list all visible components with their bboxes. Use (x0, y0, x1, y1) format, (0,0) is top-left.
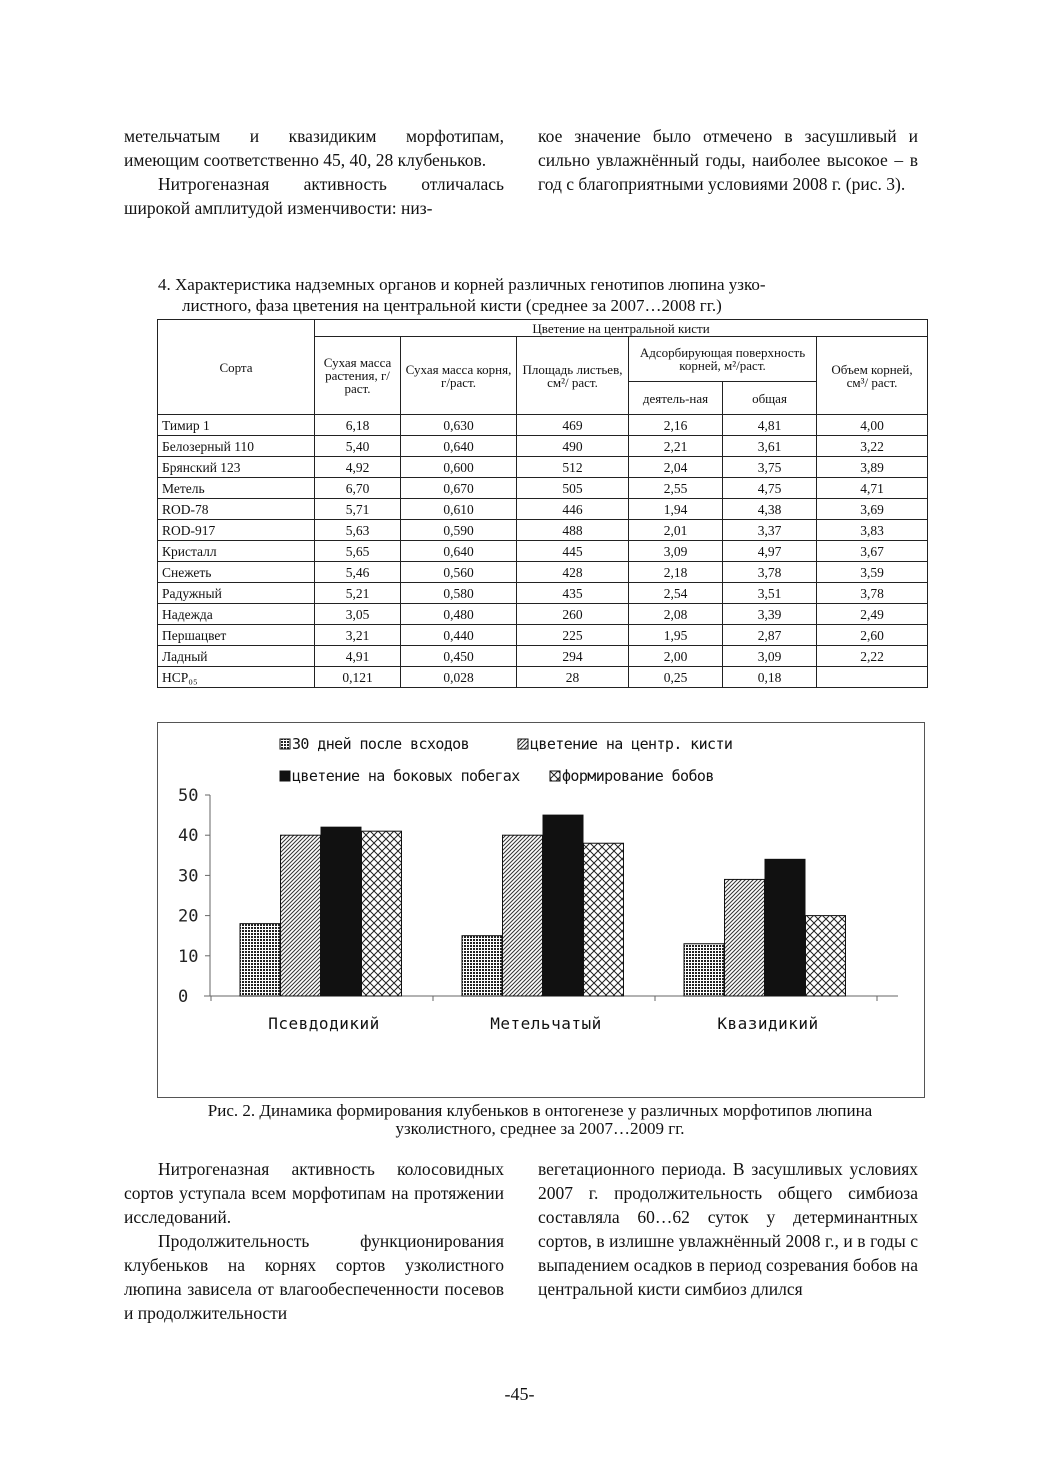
table-cell: 445 (517, 541, 629, 562)
table-row (158, 562, 928, 583)
y-tick-label: 10 (178, 946, 199, 967)
table-cell-variety: Ладный (158, 646, 315, 667)
table-cell: 0,450 (401, 646, 517, 667)
table-cell: 3,22 (817, 436, 928, 457)
bar-diagonal-0 (281, 835, 321, 996)
table-caption (158, 274, 928, 316)
table-cell: 2,18 (629, 562, 723, 583)
table-cell: 3,67 (817, 541, 928, 562)
table-cell: 1,94 (629, 499, 723, 520)
table-cell: 2,55 (629, 478, 723, 499)
page-number: -45- (504, 1384, 535, 1404)
table-cell: 4,71 (817, 478, 928, 499)
table-cell: 3,37 (723, 520, 817, 541)
table-cell: 2,54 (629, 583, 723, 604)
table-row (158, 646, 928, 667)
header-sort: Сорта (158, 320, 315, 415)
y-tick-label: 40 (178, 826, 199, 847)
table-cell: 2,00 (629, 646, 723, 667)
table-cell: 4,38 (723, 499, 817, 520)
bar-dots-0 (240, 924, 280, 996)
table-cell: 2,16 (629, 415, 723, 436)
paragraph: Продолжительность функционирования клубеньков на корнях сортов узколистного люпина зависела от влагообеспеченности посевов и продолжительности (124, 1231, 504, 1323)
table-cell: 2,60 (817, 625, 928, 646)
legend-label: формирование бобов (562, 767, 714, 785)
bar-diagonal-1 (503, 835, 543, 996)
text-column-bottom-left (124, 1157, 504, 1325)
table-cell: 6,18 (315, 415, 401, 436)
table-cell: 4,00 (817, 415, 928, 436)
header-root-volume: Объем корней, см³/ раст. (817, 337, 928, 415)
header-leaf-area: Площадь листьев, см²/ раст. (517, 337, 629, 415)
table-cell: 0,480 (401, 604, 517, 625)
table-cell: 469 (517, 415, 629, 436)
data-table (157, 319, 928, 688)
table-row (158, 520, 928, 541)
table-cell: 5,46 (315, 562, 401, 583)
figure-caption-line-2: узколистного, среднее за 2007…2009 гг. (395, 1119, 685, 1138)
y-tick-label: 30 (178, 866, 199, 887)
bar-solid-0 (321, 827, 361, 996)
table-row (158, 478, 928, 499)
table-cell-variety: Першацвет (158, 625, 315, 646)
legend-swatch-diagonal (518, 739, 528, 749)
table-cell: 0,600 (401, 457, 517, 478)
table-cell: 5,71 (315, 499, 401, 520)
table-cell: 294 (517, 646, 629, 667)
header-group: Цветение на центральной кисти (315, 320, 928, 337)
table-cell: 4,75 (723, 478, 817, 499)
table-cell: 6,70 (315, 478, 401, 499)
table-cell: 3,09 (723, 646, 817, 667)
table-cell: 0,640 (401, 436, 517, 457)
x-category-label: Квазидикий (717, 1014, 819, 1033)
text-column-top-right (538, 124, 918, 196)
table-cell: 1,95 (629, 625, 723, 646)
paragraph: Нитрогеназная активность отличалась широкой амплитудой изменчивости: низ- (124, 174, 504, 218)
table-cell-variety: ROD-917 (158, 520, 315, 541)
table-cell: 435 (517, 583, 629, 604)
table-cell: 5,65 (315, 541, 401, 562)
table-caption-line-2: листного, фаза цветения на центральной кисти (среднее за 2007…2008 гг.) (182, 296, 722, 315)
table-cell-variety: Снежеть (158, 562, 315, 583)
table-cell-variety: Кристалл (158, 541, 315, 562)
table-cell-variety: Брянский 123 (158, 457, 315, 478)
table-cell-variety: Белозерный 110 (158, 436, 315, 457)
table-cell: 0,25 (629, 667, 723, 688)
header-dry-root: Сухая масса корня, г/раст. (401, 337, 517, 415)
table-row (158, 499, 928, 520)
table-cell-variety: НСР₀₅ (158, 667, 315, 688)
table-cell: 28 (517, 667, 629, 688)
legend-label: цветение на центр. кисти (530, 735, 733, 753)
x-category-label: Метельчатый (490, 1014, 602, 1033)
bar-dots-2 (684, 944, 724, 996)
table-cell: 4,97 (723, 541, 817, 562)
chart-frame (157, 722, 925, 1098)
table-cell-variety: Тимир 1 (158, 415, 315, 436)
table-cell: 488 (517, 520, 629, 541)
table-cell: 3,39 (723, 604, 817, 625)
text-column-top-left (124, 124, 504, 220)
table-cell: 0,028 (401, 667, 517, 688)
table-cell: 2,22 (817, 646, 928, 667)
table-row (158, 457, 928, 478)
table-row (158, 604, 928, 625)
table-cell: 0,121 (315, 667, 401, 688)
header-adsorb-active: деятель-ная (629, 382, 723, 415)
table-cell: 3,05 (315, 604, 401, 625)
x-category-label: Псевдодикий (268, 1014, 380, 1033)
bar-crosshatch-0 (362, 831, 402, 996)
table-row (158, 625, 928, 646)
table-cell: 4,92 (315, 457, 401, 478)
bar-diagonal-2 (725, 879, 765, 996)
table-cell-variety: Надежда (158, 604, 315, 625)
table-cell: 0,590 (401, 520, 517, 541)
bar-dots-1 (462, 936, 502, 996)
paragraph: метельчатым и квазидиким морфотипам, имеющим соответственно 45, 40, 28 клубеньков. (124, 126, 504, 170)
table-cell-variety: Радужный (158, 583, 315, 604)
legend-swatch-crosshatch (550, 771, 560, 781)
header-dry-plant: Сухая масса растения, г/раст. (315, 337, 401, 415)
table-row (158, 541, 928, 562)
table-cell: 446 (517, 499, 629, 520)
header-adsorb-total: общая (723, 382, 817, 415)
paragraph: вегетационного периода. В засушливых условиях 2007 г. продолжительность общего симбиоза составляла 60…62 суток у детерминантных сортов, в излишне увлажнённый 2008 г., и в годы с выпадением осадков в период созревания бобов на центральной кисти симбиоз длился (538, 1159, 919, 1299)
table-cell: 428 (517, 562, 629, 583)
table-cell: 0,580 (401, 583, 517, 604)
legend-swatch-solid (280, 771, 290, 781)
table-row (158, 436, 928, 457)
table-cell: 3,83 (817, 520, 928, 541)
table-body (158, 415, 928, 688)
paragraph: Нитрогеназная активность колосовидных сортов уступала всем морфотипам на протяжении исследований. (124, 1159, 504, 1227)
bar-chart (158, 723, 924, 1097)
table-cell: 0,560 (401, 562, 517, 583)
table-cell: 2,08 (629, 604, 723, 625)
legend-label: 30 дней после всходов (292, 735, 470, 753)
paragraph: кое значение было отмечено в засушливый и сильно увлажнённый годы, наиболее высокое – в год с благоприятными условиями 2008 г. (рис. 3). (538, 126, 918, 194)
text-column-bottom-right (538, 1157, 918, 1301)
table-cell: 4,81 (723, 415, 817, 436)
table-cell: 3,51 (723, 583, 817, 604)
table-cell: 2,21 (629, 436, 723, 457)
table-cell: 490 (517, 436, 629, 457)
table-cell: 0,670 (401, 478, 517, 499)
table-cell: 3,75 (723, 457, 817, 478)
table-cell: 3,69 (817, 499, 928, 520)
y-tick-label: 0 (178, 987, 189, 1007)
table-caption-line-1: 4. Характеристика надземных органов и корней различных генотипов люпина узко- (158, 275, 766, 294)
table-cell: 3,89 (817, 457, 928, 478)
table-cell: 5,40 (315, 436, 401, 457)
table-cell: 5,63 (315, 520, 401, 541)
legend-swatch-dots (280, 739, 290, 749)
table-cell: 3,78 (723, 562, 817, 583)
table-cell (817, 667, 928, 688)
bar-crosshatch-2 (806, 916, 846, 996)
table-cell: 512 (517, 457, 629, 478)
table-cell: 3,09 (629, 541, 723, 562)
figure-caption-line-1: Рис. 2. Динамика формирования клубеньков в онтогенезе у различных морфотипов люпина (207, 1101, 873, 1120)
table-cell-variety: Метель (158, 478, 315, 499)
bar-solid-2 (765, 859, 805, 996)
table-cell: 2,49 (817, 604, 928, 625)
y-tick-label: 50 (178, 786, 199, 806)
table-cell: 2,87 (723, 625, 817, 646)
table-row (158, 667, 928, 688)
table-cell: 0,18 (723, 667, 817, 688)
table-cell: 2,01 (629, 520, 723, 541)
table-cell: 3,21 (315, 625, 401, 646)
table-cell-variety: ROD-78 (158, 499, 315, 520)
table-cell: 0,640 (401, 541, 517, 562)
table-cell: 505 (517, 478, 629, 499)
table-cell: 225 (517, 625, 629, 646)
table-cell: 260 (517, 604, 629, 625)
table-cell: 3,59 (817, 562, 928, 583)
table-cell: 5,21 (315, 583, 401, 604)
figure-caption (150, 1102, 930, 1138)
table-row (158, 415, 928, 436)
table-cell: 4,91 (315, 646, 401, 667)
table-cell: 3,61 (723, 436, 817, 457)
y-tick-label: 20 (178, 906, 199, 927)
bar-crosshatch-1 (584, 843, 624, 996)
bar-solid-1 (543, 815, 583, 996)
table-cell: 0,610 (401, 499, 517, 520)
legend-label: цветение на боковых побегах (292, 767, 520, 785)
table-cell: 3,78 (817, 583, 928, 604)
table-cell: 2,04 (629, 457, 723, 478)
table-cell: 0,440 (401, 625, 517, 646)
header-adsorb: Адсорбирующая поверхность корней, м²/раст. (629, 337, 817, 382)
table-row (158, 583, 928, 604)
table-cell: 0,630 (401, 415, 517, 436)
